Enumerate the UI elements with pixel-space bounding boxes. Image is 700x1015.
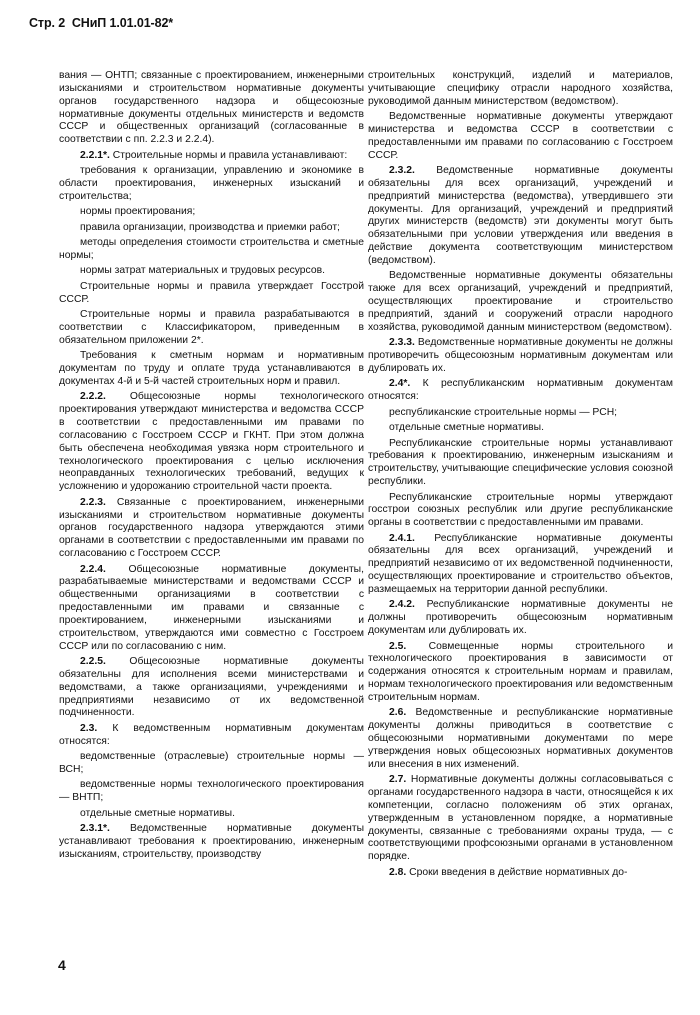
paragraph [368,774,673,864]
paragraph-text: Строительные нормы и правила разрабатываются в соответствии с Классификатором, приведенным в обязательном приложении 2*. [59,309,364,346]
clause-number: 2.5. [389,640,407,652]
paragraph-text: Республиканские строительные нормы устанавливают требования к проектированию, инженерным изысканиям и строительству, учитывающие специфические условия союзной республики. [368,437,673,488]
paragraph [368,492,673,531]
paragraph-text: Совмещенные нормы строительного и технологического проектирования в зависимости от содержания относятся к строительным нормам и правилам, нормам технологического проектирования или ведомственным строительным нормам. [368,640,673,703]
paragraph-text: К республиканским нормативным документам относятся: [368,378,673,403]
document-code: СНиП 1.01.01-82* [71,16,174,30]
right-text-column [368,70,673,882]
paragraph-text: Общесоюзные нормы технологического проектирования утверждают министерства и ведомства СССР в соответствии с предоставленными им правами по согласованию с Госстроем СССР и ГКНТ. При этом должна быть обеспечена необходимая увязка норм строительного и технологического проектирования с целью исключения неоправданных технологических требований, ведущих к усложнению и удорожанию строительной части проекта. [59,391,364,493]
paragraph-text: К ведомственным нормативным документам относятся: [59,722,364,747]
paragraph [368,707,673,771]
clause-number: 2.2.2. [80,391,106,403]
paragraph-text: нормы затрат материальных и трудовых ресурсов. [80,265,325,277]
paragraph-text: Республиканские нормативные документы обязательны для всех организаций, учреждений и предприятий независимо от их ведомственной подчиненности, осуществляющих проектирование и строительство объектов, размещаемых на территории данной республики. [368,532,673,595]
page-number: 4 [58,957,66,973]
clause-number: 2.8. [389,866,407,878]
paragraph [59,70,364,147]
paragraph-text: отдельные сметные нормативы. [80,807,235,819]
paragraph-text: Республиканские нормативные документы не должны противоречить общесоюзным нормативным документам или дублировать их. [368,599,674,637]
paragraph [368,270,673,334]
paragraph-text: Строительные нормы и правила утверждает Госстрой СССР. [59,280,364,305]
paragraph [59,779,364,805]
paragraph-text: ведомственные (отраслевые) строительные нормы — ВСН; [59,751,364,775]
clause-number: 2.4*. [389,378,411,390]
paragraph-text: Ведомственные нормативные документы утверждают министерства и ведомства СССР в соответствии с предоставленными им правами по согласованию с Госстроем СССР. [368,111,673,161]
paragraph [59,206,364,219]
clause-number: 2.2.4. [80,563,106,575]
paragraph [59,656,364,720]
clause-number: 2.4.2. [389,599,415,611]
paragraph-text: отдельные сметные нормативы. [389,422,544,434]
paragraph-text: Ведомственные нормативные документы не должны противоречить общесоюзным нормативным документам или дублировать их. [368,337,673,374]
left-text-column [59,70,364,864]
paragraph-text: республиканские строительные нормы — РСН; [389,406,618,418]
paragraph [59,150,364,163]
clause-number: 2.2.5. [80,656,106,667]
paragraph [368,111,673,162]
clause-number: 2.3.2. [389,165,415,177]
clause-number: 2.6. [389,707,407,719]
paragraph-text: Сроки введения в действие нормативных до- [409,866,628,878]
paragraph-text: Нормативные документы должны согласовываться с органами государственного надзора в части, относящейся к их компетенции, согласно положениям об этих органах, утвержденным в установленном порядке, а нормативные документы, связанные с требованиями охраны труда, — с соответствующими профсоюзными органами в установленном порядке. [368,774,673,863]
paragraph [59,391,364,494]
paragraph-text: строительных конструкций, изделий и материалов, учитывающие специфику отрасли народного хозяйства, руководимой данным министерством (ведомством). [368,70,673,107]
paragraph [59,564,364,654]
paragraph-text: ведомственные нормы технологического проектирования — ВНТП; [59,779,364,804]
paragraph-text: Общесоюзные нормативные документы обязательны для исполнения всеми министерствами и ведомствами, а также организациями, учреждениями и предприятиями независимо от их ведомственной подчиненности. [59,656,364,719]
paragraph-text: вания — ОНТП; связанные с проектированием, инженерными изысканиями и строительством нормативные документы органов государственного надзора и общесоюзные нормативные документы отдельных министерств и ведомств СССР и общественных организаций (согласованные в соответствии с пп. 2.2.3 и 2.2.4). [59,70,364,146]
paragraph-text: Строительные нормы и правила устанавливают: [112,149,348,161]
page-label: Стр. 2 [29,16,66,30]
paragraph [368,407,673,420]
paragraph-text: Общесоюзные нормативные документы, разрабатываемые министерствами и ведомствами СССР и общественными организациями в соответствии с предоставленными им правами и связанные с проектированием, инженерными изысканиями и строительством, утверждаются ими совместно с Госстроем СССР или по согласованию с ним. [59,563,364,652]
paragraph-text: Требования к сметным нормам и нормативным документам по труду и оплате труда устанавливаются в документах 4-й и 5-й частей строительных норм и правил. [59,350,364,387]
page-header [29,16,173,30]
paragraph [59,309,364,348]
paragraph [59,350,364,389]
paragraph-text: Связанные с проектированием, инженерными изысканиями и строительством нормативные документы органов государственного надзора утверждаются этими органами в соответствии с предоставленными им правами по согласованию с Госстроем СССР. [59,496,365,560]
clause-number: 2.2.1*. [80,149,110,161]
paragraph-text: Ведомственные нормативные документы обязательны для всех организаций, учреждений и предприятий министерства (ведомства), утвердившего эти документы. Для организаций, учреждений и предприятий других министерств (ведомств) эти документы могут быть обязательными при условии утверждения или введения в действие документа соответствующим министерством (ведомством). [368,165,673,266]
clause-number: 2.2.3. [80,496,106,508]
paragraph [59,222,364,235]
paragraph [59,823,364,862]
paragraph [368,599,673,638]
paragraph [59,751,364,777]
paragraph [368,533,673,597]
paragraph-text: Ведомственные и республиканские нормативные документы должны приводиться в соответствие с общесоюзными нормативными документами по мере утверждения новых общесоюзных нормативных документов или внесения в них изменений. [368,707,673,770]
paragraph [368,438,673,489]
paragraph-text: Республиканские строительные нормы утверждают госстрои союзных республик или другие республиканские органы в соответствии с предоставленными им правами. [368,491,673,529]
paragraph [368,641,673,705]
clause-number: 2.3.3. [389,337,415,349]
paragraph [59,281,364,307]
clause-number: 2.3.1*. [80,823,110,835]
paragraph-text: нормы проектирования; [80,206,196,218]
paragraph [368,337,673,376]
paragraph [59,808,364,821]
paragraph [368,165,673,268]
paragraph-text: правила организации, производства и приемки работ; [80,221,340,233]
paragraph [59,723,364,749]
paragraph [368,378,673,404]
paragraph-text: требования к организации, управлению и экономике в области проектирования, инженерных изысканий и строительства; [59,165,364,202]
paragraph [59,497,364,561]
paragraph [368,70,673,109]
paragraph [59,265,364,278]
paragraph [368,867,673,880]
clause-number: 2.3. [80,722,98,734]
paragraph [59,237,364,263]
paragraph [368,422,673,435]
clause-number: 2.7. [389,774,407,786]
paragraph [59,165,364,204]
paragraph-text: Ведомственные нормативные документы устанавливают требования к проектированию, инженерным изысканиям, строительству, производству [59,823,364,860]
paragraph-text: методы определения стоимости строительства и сметные нормы; [59,237,364,261]
clause-number: 2.4.1. [389,532,415,544]
paragraph-text: Ведомственные нормативные документы обязательны также для всех организаций, учреждений и предприятий, осуществляющих проектирование и строительство предприятий, зданий и сооружений отрасли народного хозяйства, руководимой данным министерством (ведомством). [368,270,673,333]
